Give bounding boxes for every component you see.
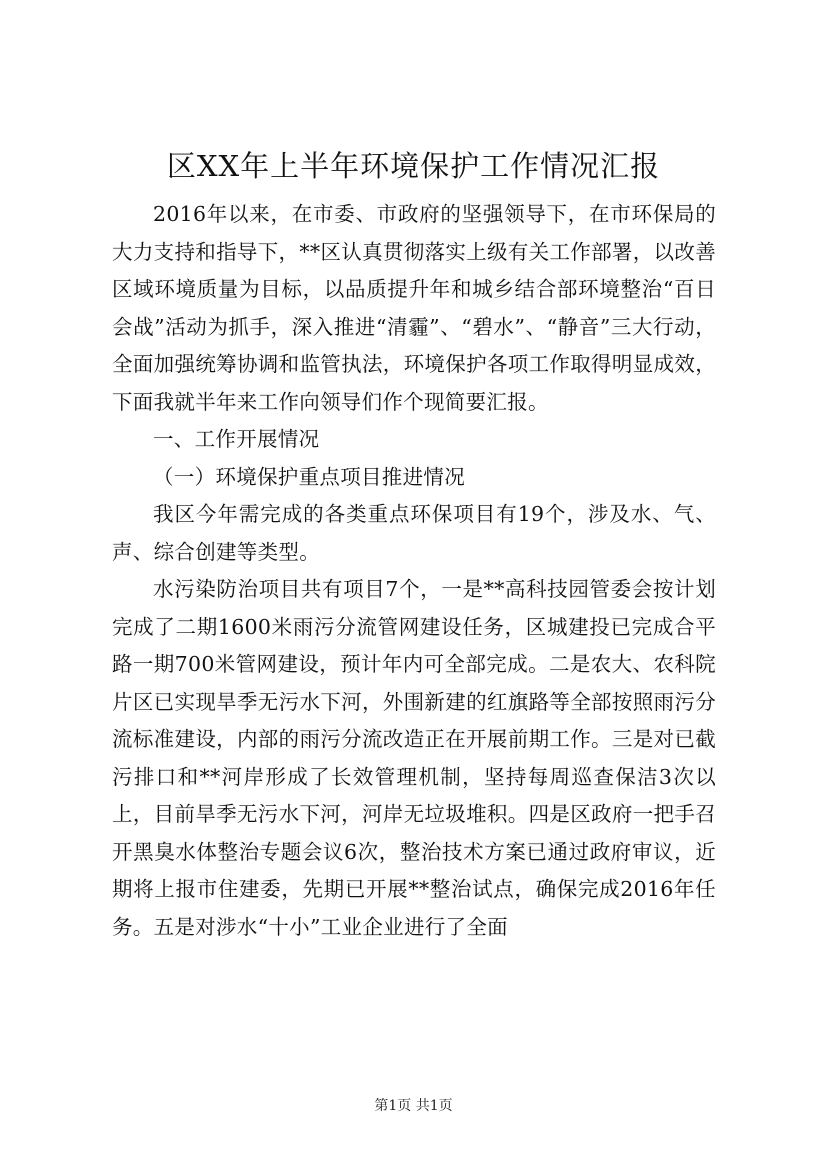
document-body (112, 196, 716, 946)
projects-paragraph: 我区今年需完成的各类重点环保项目有19个，涉及水、气、声、综合创建等类型。 (112, 502, 716, 564)
page-footer: 第1页 共1页 (374, 1098, 453, 1114)
subsection-heading: （一）环境保护重点项目推进情况 (153, 464, 465, 489)
section-heading: 一、工作开展情况 (153, 427, 320, 451)
water-pollution-paragraph: 水污染防治项目共有项目7个，一是**高科技园管委会按计划完成了二期1600米雨污分流管网建设任务，区城建投已完成合平路一期700米管网建设，预计年内可全部完成。二是农大、农科院片区已实现旱季无污水下河，外围新建的红旗路等全部按照雨污分流标准建设，内部的雨污分流改造正在开展前期工作。三是对已截污排口和**河岸形成了长效管理机制，坚持每周巡查保洁3次以上，目前旱季无污水下河，河岸无垃圾堆积。四是区政府一把手召开黑臭水体整治专题会议6次，整治技术方案已通过政府审议，近期将上报市住建委，先期已开展**整治试点，确保完成2016年任务。五是对涉水“十小”工业企业进行了全面 (112, 577, 716, 939)
intro-paragraph: 2016年以来，在市委、市政府的坚强领导下，在市环保局的大力支持和指导下，**区认真贯彻落实上级有关工作部署，以改善区域环境质量为目标，以品质提升年和城乡结合部环境整治“百日会战”活动为抓手，深入推进“清霾”、“碧水”、“静音”三大行动，全面加强统筹协调和监管执法，环境保护各项工作取得明显成效，下面我就半年来工作向领导们作个现简要汇报。 (112, 202, 716, 414)
document-title: 区XX年上半年环境保护工作情况汇报 (166, 149, 661, 183)
